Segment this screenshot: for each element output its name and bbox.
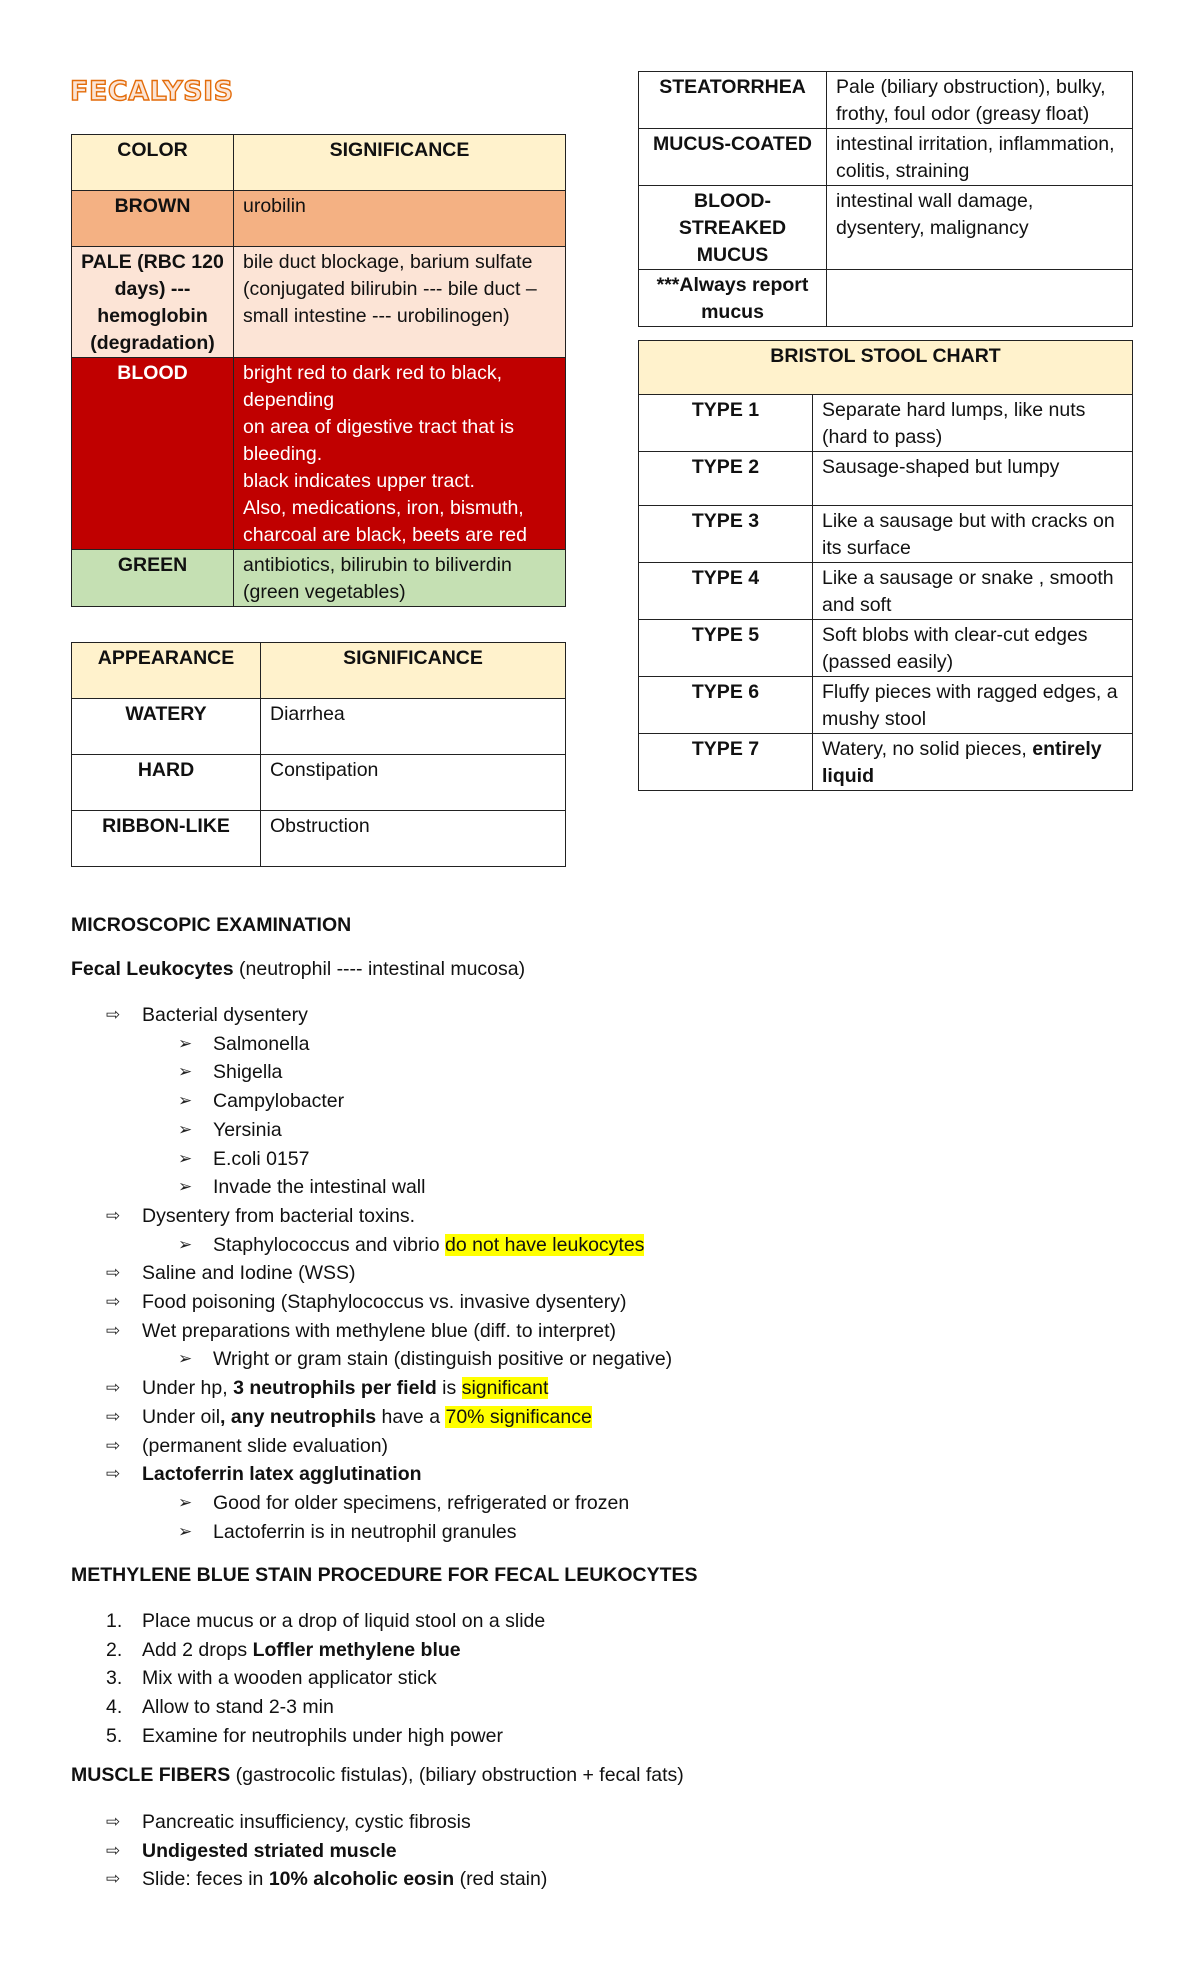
table-cell: urobilin xyxy=(234,191,566,247)
table-cell xyxy=(234,358,566,550)
list-item xyxy=(106,1808,1142,1837)
list-item-text: is xyxy=(436,1377,462,1400)
list-item-text: Good for older specimens, refrigerated or frozen xyxy=(213,1491,630,1514)
blood-line: black indicates upper tract. xyxy=(243,470,475,492)
step-number: 5. xyxy=(106,1724,123,1747)
triangle-bullet-icon: ➢ xyxy=(178,1521,193,1541)
list-item-text: have a xyxy=(376,1405,446,1428)
bold-text: Loffler methylene blue xyxy=(252,1638,461,1661)
arrow-icon: ⇨ xyxy=(106,1435,121,1455)
list-item xyxy=(106,1374,1142,1403)
list-item-text: Salmonella xyxy=(213,1032,310,1055)
color-table xyxy=(71,134,566,607)
bold-text: 3 neutrophils per field xyxy=(233,1377,437,1400)
table-header: SIGNIFICANCE xyxy=(234,135,566,191)
blood-line: Also, medications, iron, bismuth, charcoal are black, beets are red xyxy=(243,497,527,546)
muscle-list xyxy=(106,1808,1142,1894)
triangle-bullet-icon: ➢ xyxy=(178,1492,193,1512)
table-header: SIGNIFICANCE xyxy=(261,643,566,699)
table-cell: Diarrhea xyxy=(261,699,566,755)
fecal-leukocytes-bold: Fecal Leukocytes xyxy=(71,958,234,980)
arrow-icon: ⇨ xyxy=(106,1869,121,1889)
bold-text: MUSCLE FIBERS xyxy=(71,1764,231,1786)
list-item xyxy=(178,1345,1142,1374)
table-cell: WATERY xyxy=(72,699,261,755)
step-number: 1. xyxy=(106,1610,123,1632)
list-item xyxy=(178,1518,1142,1547)
list-item xyxy=(106,1259,1142,1288)
steatorrhea-table xyxy=(638,71,1133,327)
table-cell: intestinal wall damage, dysentery, malignancy xyxy=(827,186,1133,270)
triangle-bullet-icon: ➢ xyxy=(178,1091,193,1111)
list-item xyxy=(178,1145,1142,1174)
table-cell: ***Always report mucus xyxy=(639,270,827,327)
triangle-bullet-icon: ➢ xyxy=(178,1119,193,1139)
table-cell: BLOOD-STREAKED MUCUS xyxy=(639,186,827,270)
list-item-text: Campylobacter xyxy=(213,1090,345,1113)
list-item xyxy=(106,1722,1142,1751)
appearance-table xyxy=(71,642,566,867)
bristol-desc-bold: entirely liquid xyxy=(822,738,1102,787)
table-cell: TYPE 4 xyxy=(639,563,813,620)
table-cell: BLOOD xyxy=(72,358,234,550)
list-item-text: E.coli 0157 xyxy=(213,1147,310,1170)
list-item xyxy=(106,1288,1142,1317)
table-cell: HARD xyxy=(72,755,261,811)
list-item-text: Wright or gram stain (distinguish positive or negative) xyxy=(213,1348,673,1371)
table-cell: Separate hard lumps, like nuts (hard to pass) xyxy=(813,395,1133,452)
list-item xyxy=(106,1837,1142,1866)
triangle-bullet-icon: ➢ xyxy=(178,1349,193,1369)
list-item-text: Dysentery from bacterial toxins. xyxy=(142,1204,416,1227)
step-number: 4. xyxy=(106,1696,123,1719)
table-cell: TYPE 1 xyxy=(639,395,813,452)
highlighted-text: significant xyxy=(461,1377,549,1400)
list-item xyxy=(106,1460,1142,1489)
table-cell: intestinal irritation, inflammation, colitis, straining xyxy=(827,129,1133,186)
table-cell: Sausage-shaped but lumpy xyxy=(813,452,1133,506)
list-item-text: Bacterial dysentery xyxy=(142,1004,308,1026)
step-number: 2. xyxy=(106,1638,123,1661)
table-header: APPEARANCE xyxy=(72,643,261,699)
list-item xyxy=(106,1607,1142,1636)
highlighted-text: do not have leukocytes xyxy=(444,1233,645,1256)
table-header: COLOR xyxy=(72,135,234,191)
list-item-text: Slide: feces in xyxy=(142,1868,269,1891)
list-item-text: Under hp, xyxy=(142,1377,234,1400)
bold-text: Lactoferrin latex agglutination xyxy=(142,1463,422,1486)
arrow-icon: ⇨ xyxy=(106,1378,121,1398)
arrow-icon: ⇨ xyxy=(106,1320,121,1340)
table-cell: bile duct blockage, barium sulfate (conjugated bilirubin --- bile duct – small intestine --- urobilinogen) xyxy=(234,247,566,358)
list-item-text: Yersinia xyxy=(213,1118,282,1141)
table-cell: BROWN xyxy=(72,191,234,247)
arrow-icon: ⇨ xyxy=(106,1464,121,1484)
list-item xyxy=(178,1116,1142,1145)
triangle-bullet-icon: ➢ xyxy=(178,1062,193,1082)
table-cell: MUCUS-COATED xyxy=(639,129,827,186)
arrow-icon: ⇨ xyxy=(106,1263,121,1283)
list-item-text: Lactoferrin is in neutrophil granules xyxy=(213,1520,517,1543)
arrow-icon: ⇨ xyxy=(106,1292,121,1312)
list-item xyxy=(178,1231,1142,1260)
list-item-text: (permanent slide evaluation) xyxy=(142,1434,389,1457)
table-cell: Pale (biliary obstruction), bulky, frothy, foul odor (greasy float) xyxy=(827,72,1133,129)
triangle-bullet-icon: ➢ xyxy=(178,1148,193,1168)
list-item-text: Invade the intestinal wall xyxy=(213,1176,426,1199)
table-cell: TYPE 5 xyxy=(639,620,813,677)
table-cell: antibiotics, bilirubin to biliverdin (green vegetables) xyxy=(234,550,566,607)
list-item-text: Food poisoning (Staphylococcus vs. invasive dysentery) xyxy=(142,1291,627,1314)
table-header: BRISTOL STOOL CHART xyxy=(639,341,1133,395)
list-item-text: Examine for neutrophils under high power xyxy=(142,1724,503,1747)
microscopic-list xyxy=(106,1001,1142,1546)
step-number: 3. xyxy=(106,1667,123,1690)
list-item xyxy=(106,1636,1142,1665)
triangle-bullet-icon: ➢ xyxy=(178,1234,193,1254)
arrow-icon: ⇨ xyxy=(106,1812,121,1831)
table-cell: PALE (RBC 120 days) --- hemoglobin (degradation) xyxy=(72,247,234,358)
muscle-heading xyxy=(71,1764,684,1787)
list-item xyxy=(106,1317,1142,1346)
list-item xyxy=(106,1001,1142,1030)
table-cell: STEATORRHEA xyxy=(639,72,827,129)
bold-text: Undigested striated muscle xyxy=(142,1839,397,1862)
table-cell: Like a sausage or snake , smooth and soft xyxy=(813,563,1133,620)
triangle-bullet-icon: ➢ xyxy=(178,1033,193,1053)
table-cell: Constipation xyxy=(261,755,566,811)
triangle-bullet-icon: ➢ xyxy=(178,1177,193,1197)
list-item xyxy=(106,1202,1142,1231)
arrow-icon: ⇨ xyxy=(106,1406,121,1426)
arrow-icon: ⇨ xyxy=(106,1005,121,1024)
list-item-text: Saline and Iodine (WSS) xyxy=(142,1262,356,1285)
list-item xyxy=(178,1489,1142,1518)
highlighted-text: 70% significance xyxy=(445,1405,592,1428)
list-item-text: Under oil xyxy=(142,1405,221,1428)
list-item-text: (red stain) xyxy=(454,1868,548,1891)
table-cell: RIBBON-LIKE xyxy=(72,811,261,867)
methylene-steps xyxy=(106,1607,1142,1751)
bold-text: 10% alcoholic eosin xyxy=(268,1868,455,1891)
list-item-text: Shigella xyxy=(213,1061,283,1084)
table-cell: Fluffy pieces with ragged edges, a mushy stool xyxy=(813,677,1133,734)
list-item xyxy=(178,1087,1142,1116)
table-cell: GREEN xyxy=(72,550,234,607)
table-cell xyxy=(827,270,1133,327)
list-item xyxy=(106,1865,1142,1894)
fecal-leukocytes-rest: (neutrophil ---- intestinal mucosa) xyxy=(233,958,526,980)
table-cell: TYPE 2 xyxy=(639,452,813,506)
page-title: FECALYSIS xyxy=(70,76,234,107)
heading-rest: (gastrocolic fistulas), (biliary obstruction + fecal fats) xyxy=(230,1764,684,1786)
list-item xyxy=(178,1173,1142,1202)
list-item xyxy=(106,1693,1142,1722)
list-item xyxy=(106,1403,1142,1432)
list-item-text: Add 2 drops xyxy=(142,1638,253,1661)
list-item-text: Staphylococcus and vibrio xyxy=(213,1233,445,1256)
list-item-text: Wet preparations with methylene blue (diff. to interpret) xyxy=(142,1319,617,1342)
microscopic-heading: MICROSCOPIC EXAMINATION xyxy=(71,914,352,936)
blood-line: on area of digestive tract that is bleeding. xyxy=(243,416,514,465)
table-cell: Like a sausage but with cracks on its surface xyxy=(813,506,1133,563)
list-item xyxy=(106,1432,1142,1461)
list-item-text: Place mucus or a drop of liquid stool on a slide xyxy=(142,1610,546,1632)
list-item xyxy=(178,1030,1142,1059)
list-item-text: Pancreatic insufficiency, cystic fibrosis xyxy=(142,1811,471,1833)
bristol-table xyxy=(638,340,1133,791)
list-item-text: Allow to stand 2-3 min xyxy=(142,1696,334,1719)
table-cell xyxy=(813,734,1133,791)
table-cell: TYPE 6 xyxy=(639,677,813,734)
list-item xyxy=(106,1664,1142,1693)
methylene-heading: METHYLENE BLUE STAIN PROCEDURE FOR FECAL LEUKOCYTES xyxy=(71,1564,698,1586)
list-item-text: Mix with a wooden applicator stick xyxy=(142,1667,437,1690)
table-cell: Obstruction xyxy=(261,811,566,867)
arrow-icon: ⇨ xyxy=(106,1205,121,1225)
blood-line: bright red to dark red to black, depending xyxy=(243,362,503,411)
bristol-desc: Watery, no solid pieces, xyxy=(822,738,1033,760)
arrow-icon: ⇨ xyxy=(106,1840,121,1860)
table-cell: TYPE 7 xyxy=(639,734,813,791)
list-item xyxy=(178,1058,1142,1087)
fecal-leukocytes-line xyxy=(71,958,525,981)
table-cell: TYPE 3 xyxy=(639,506,813,563)
table-cell: Soft blobs with clear-cut edges (passed easily) xyxy=(813,620,1133,677)
bold-text: , any neutrophils xyxy=(220,1405,377,1428)
